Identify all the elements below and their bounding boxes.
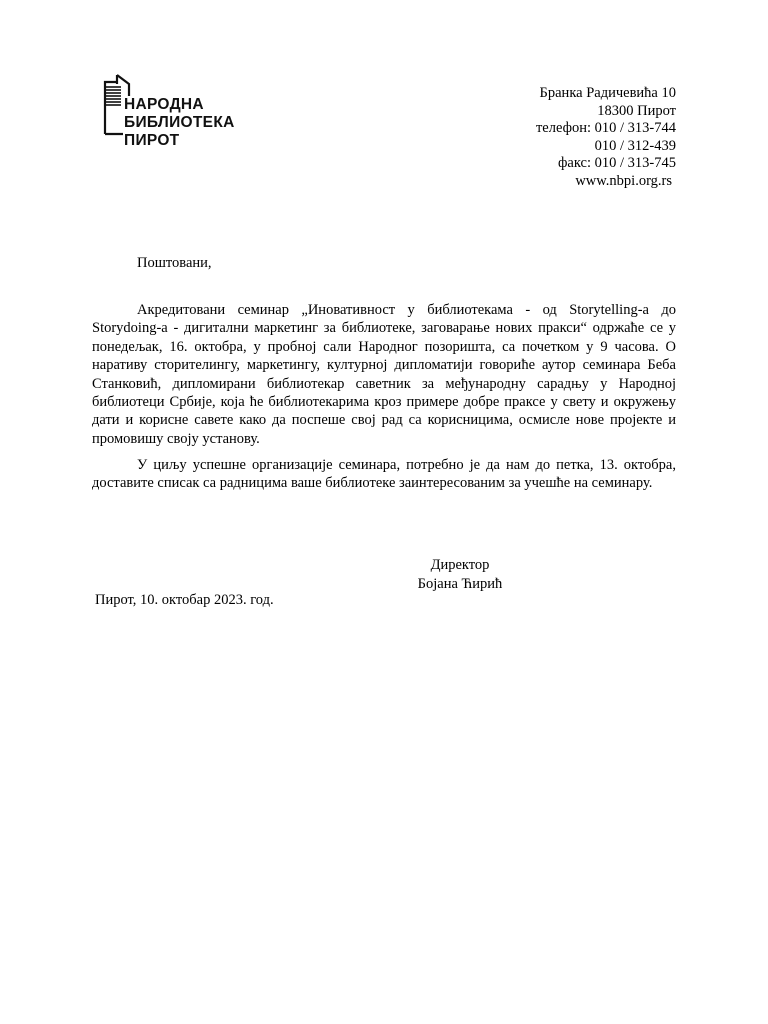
contact-phone-1: телефон: 010 / 313-744 (535, 120, 676, 136)
logo-line-2: БИБЛИОТЕКА (124, 114, 235, 131)
library-logo-text (124, 96, 235, 150)
signature-name: Бојана Ћирић (417, 576, 503, 592)
contact-fax: факс: 010 / 313-745 (558, 155, 676, 171)
letter-date: Пирот, 10. октобар 2023. год. (95, 592, 274, 608)
logo-line-1: НАРОДНА (124, 96, 204, 113)
contact-city: 18300 Пирот (597, 102, 676, 119)
signature-block (380, 556, 540, 594)
logo-line-3: ПИРОТ (124, 132, 180, 149)
letter-paragraph-1: Акредитовани семинар „Иновативност у библиотекама - од Storytelling-а до Storydoing-а - дигитални маркетинг за библиотеке, заговарање нових пракси“ одржаће се у понедељак, 16. октобра, у пробној сали Народног позоришта, са почетком у 9 часова. О наративу сторителингу, маркетингу, културној дипломатији говориће аутор семинара Беба Станковић, дипломирани библиотекар саветник за међународну сарадњу у Народној библиотеци Србије, која ће библиотекарима кроз примере добре праксе у свету и окружењу дати и корисне савете како да поспеше свој рад са корисницима, осмисле нове пројекте и промовишу своју установу. (92, 302, 676, 447)
contact-phone-2: 010 / 312-439 (594, 137, 676, 154)
letter-paragraph-2: У циљу успешне организације семинара, потребно је да нам до петка, 13. октобра, доставите списак са радницима ваше библиотеке заинтересованим за учешће на семинару. (92, 457, 676, 492)
signature-title: Директор (430, 557, 490, 573)
letter-greeting: Поштовани, (137, 255, 212, 271)
contact-block (536, 85, 676, 190)
contact-address: Бранка Радичевића 10 (539, 85, 676, 101)
contact-website: www.nbpi.org.rs (575, 172, 672, 189)
